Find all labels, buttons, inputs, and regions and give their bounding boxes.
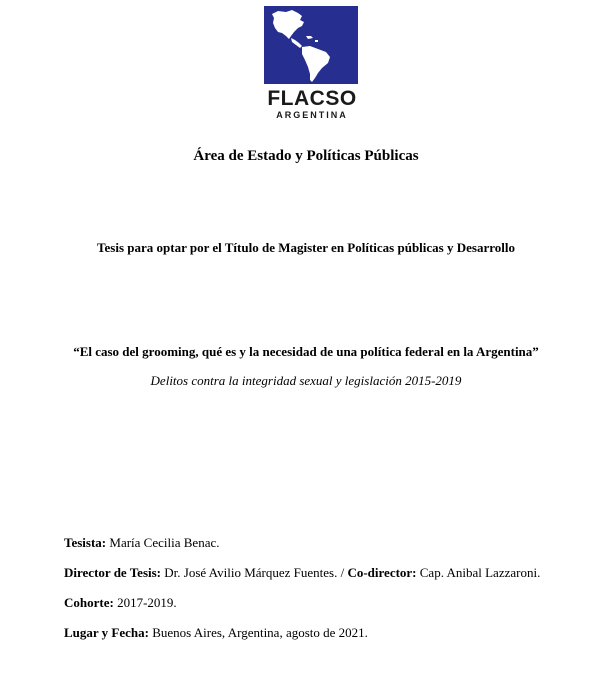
director-line	[64, 565, 540, 581]
americas-map-icon	[264, 6, 358, 84]
cohorte-line	[64, 595, 177, 611]
director-value: Dr. José Avilio Márquez Fuentes. /	[164, 565, 345, 580]
tesista-value: María Cecilia Benac.	[109, 535, 220, 550]
flacso-logo	[262, 6, 362, 118]
director-label: Director de Tesis:	[64, 565, 162, 580]
thesis-title: “El caso del grooming, qué es y la necesidad de una política federal en la Argentina”	[73, 344, 539, 359]
codirector-label: Co-director:	[347, 565, 417, 580]
lugar-value: Buenos Aires, Argentina, agosto de 2021.	[152, 625, 368, 640]
cohorte-label: Cohorte:	[64, 595, 114, 610]
lugar-fecha-line	[64, 625, 368, 641]
cohorte-value: 2017-2019.	[117, 595, 177, 610]
thesis-label: Tesis para optar por el Título de Magister en Políticas públicas y Desarrollo	[97, 240, 515, 255]
thesis-subtitle: Delitos contra la integridad sexual y legislación 2015-2019	[150, 373, 462, 388]
area-heading: Área de Estado y Políticas Públicas	[193, 148, 419, 164]
codirector-value: Cap. Anibal Lazzaroni.	[419, 565, 541, 580]
logo-name: FLACSO	[267, 87, 357, 110]
logo-country: ARGENTINA	[276, 110, 348, 120]
lugar-label: Lugar y Fecha:	[64, 625, 149, 640]
tesista-line	[64, 535, 219, 551]
tesista-label: Tesista:	[64, 535, 107, 550]
